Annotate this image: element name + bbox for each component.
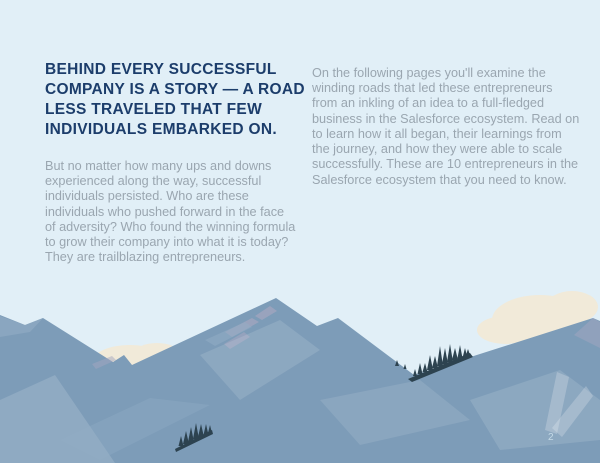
intro-paragraph-right: On the following pages you'll examine the winding roads that led these entrepreneurs from an inkling of an idea to a full-fledged business in the Salesforce ecosystem. Read on to learn how it all began, their learnings from the journey, and how they were able to scale successfully. These are 10 entrepreneurs in the Salesforce ecosystem that you need to know. <box>312 65 580 187</box>
intro-paragraph-left: But no matter how many ups and downs experienced along the way, successful individuals persisted. Who are these individuals who pushed forward in the face of adversity? Who found the winning formula to grow their company into what it is today? They are trailblazing entrepreneurs. <box>45 158 296 265</box>
page-title-line: INDIVIDUALS EMBARKED ON. <box>45 121 277 139</box>
mountain-illustration <box>0 280 600 463</box>
page-title <box>45 60 315 140</box>
page-number: 2 <box>548 432 554 443</box>
page-title-line: LESS TRAVELED THAT FEW <box>45 101 262 119</box>
page-title-line: BEHIND EVERY SUCCESSFUL <box>45 61 277 79</box>
page-title-line: COMPANY IS A STORY — A ROAD <box>45 81 305 99</box>
